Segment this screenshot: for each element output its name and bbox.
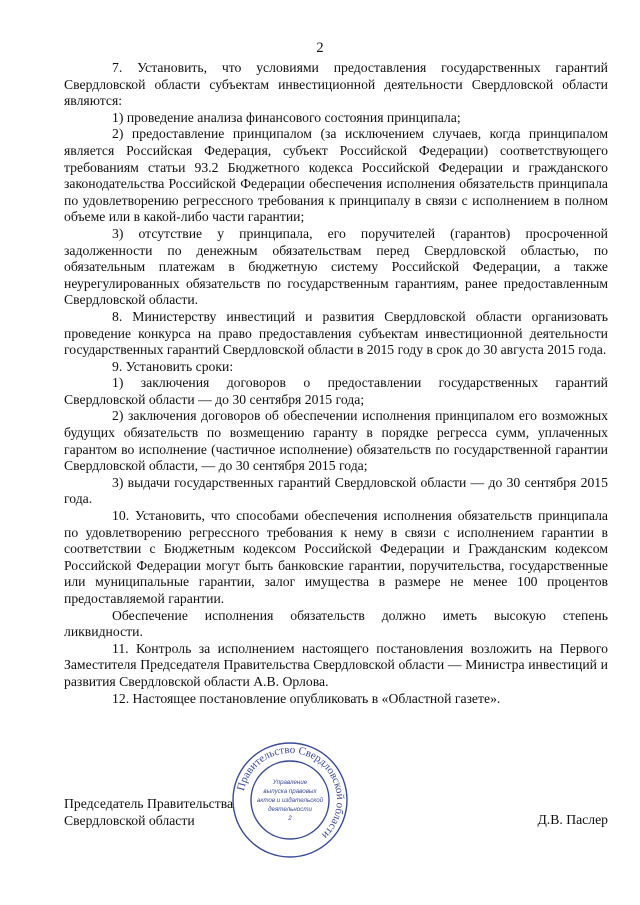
stamp-center-line: актов и издательской	[256, 797, 324, 804]
stamp-ring-text: Правительство Свердловской области	[234, 743, 347, 842]
paragraph-9-item-3: 3) выдачи государственных гарантий Свердловской области — до 30 сентября 2015 года.	[64, 474, 608, 507]
paragraph-10: 10. Установить, что способами обеспечения исполнения обязательств принципала по удовлетворению регрессного требования к нему в связи с исполнением гарантии в соответствии с Бюджетным кодексом Российской Федерации и Гражданским кодексом Российской Федерации могут быть банковские гарантии, поручительства, государственные или муниципальные гарантии, залог имущества в размере не менее 100 процентов предоставляемой гарантии.	[64, 508, 608, 606]
paragraph-7-item-3: 3) отсутствие у принципала, его поручителей (гарантов) просроченной задолженности по денежным обязательствам перед Свердловской областью, по обязательным платежам в бюджетную систему Российской Федерации, а также неурегулированных обязательств по государственным гарантиям, ранее предоставленным Свердловской области.	[64, 225, 608, 308]
paragraph-7-item-2: 2) предоставление принципалом (за исключением случаев, когда принципалом является Российская Федерация, субъект Российской Федерации) соответствующего требованиям статьи 93.2 Бюджетного кодекса Российской Федерации и гражданского законодательства Российской Федерации обеспечения исполнения обязательств принципала по удовлетворению регрессного требования к принципалу в связи с исполнением в полном объеме или в какой-либо части гарантии;	[64, 126, 608, 225]
official-seal-stamp	[230, 740, 350, 860]
paragraph-10-note: Обеспечение исполнения обязательств должно иметь высокую степень ликвидности.	[64, 607, 608, 640]
stamp-center-line: деятельности	[268, 806, 312, 813]
signatory-name: Д.В. Паслер	[537, 812, 608, 827]
paragraph-8: 8. Министерству инвестиций и развития Свердловской области организовать проведение конкурса на право предоставления субъектам инвестиционной деятельности государственных гарантий Свердловской области в 2015 году в срок до 30 августа 2015 года.	[64, 308, 608, 358]
stamp-center-line: Управление	[272, 779, 308, 786]
paragraph-12: 12. Настоящее постановление опубликовать в «Областной газете».	[112, 690, 501, 706]
signatory-position-line-1: Председатель Правительства	[64, 796, 234, 811]
stamp-center-line: выпуска правовых	[263, 788, 317, 795]
signatory-position-line-2: Свердловской области	[64, 813, 195, 828]
paragraph-7: 7. Установить, что условиями предоставления государственных гарантий Свердловской области субъектам инвестиционной деятельности Свердловской области являются:	[64, 60, 608, 109]
signature-block	[64, 795, 233, 829]
paragraph-9: 9. Установить сроки:	[112, 358, 234, 374]
paragraph-11: 11. Контроль за исполнением настоящего постановления возложить на Первого Заместителя Председателя Правительства Свердловской области — Министра инвестиций и развития Свердловской области А.В. Орлова.	[64, 640, 608, 689]
document-body	[64, 60, 608, 707]
stamp-center-line: 2	[288, 815, 292, 822]
paragraph-9-item-2: 2) заключения договоров об обеспечении исполнения принципалом его возможных будущих обязательств по возмещению гаранту в порядке регресса сумм, уплаченных гарантом во исполнение (частичное исполнение) обязательств по государственной гарантии Свердловской области, — до 30 сентября 2015 года;	[64, 408, 608, 474]
page-number: 2	[316, 40, 324, 56]
paragraph-7-item-1: 1) проведение анализа финансового состояния принципала;	[112, 109, 461, 125]
paragraph-9-item-1: 1) заключения договоров о предоставлении государственных гарантий Свердловской области — до 30 сентября 2015 года;	[64, 375, 608, 407]
